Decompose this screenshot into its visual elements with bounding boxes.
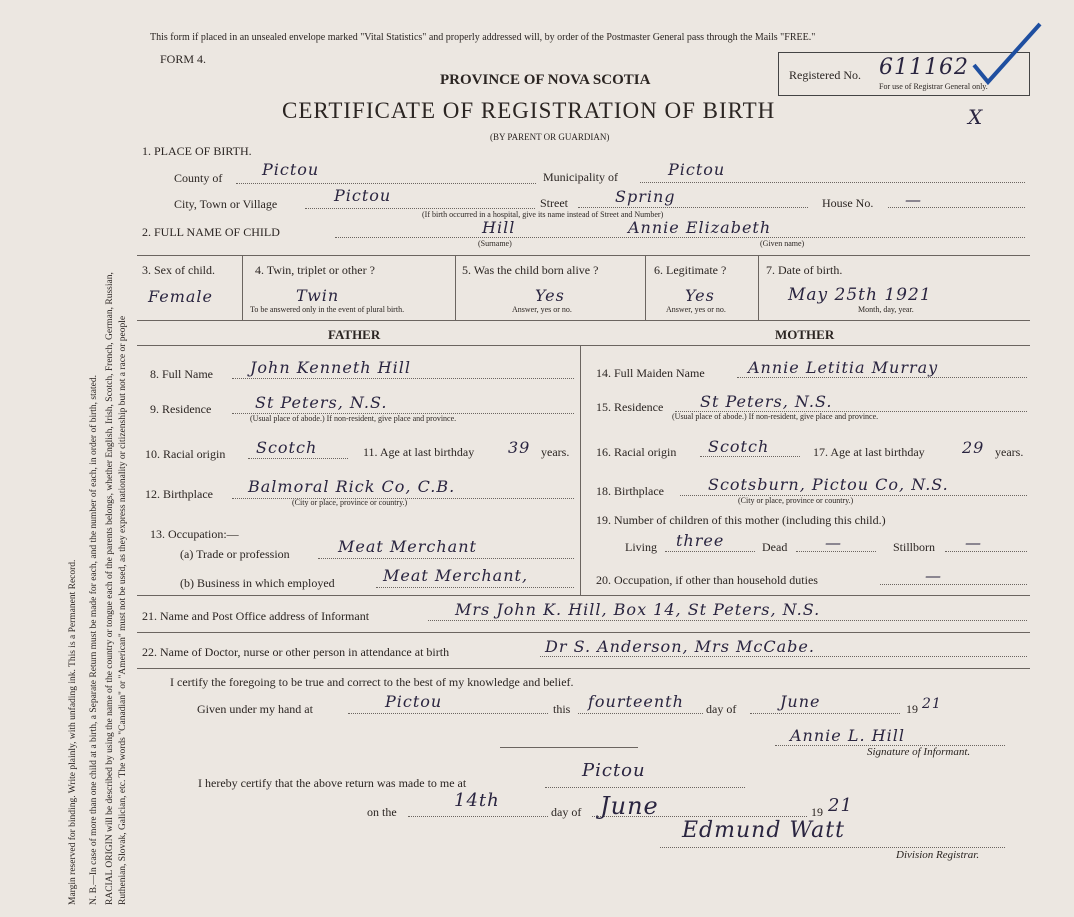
margin-note-2: N. B.—In case of more than one child at a birth, a Separate Return must be made for each, and the number of each, in order of birth, stated.	[89, 375, 99, 905]
stillborn-label: Stillborn	[893, 540, 936, 554]
registrar-line: I hereby certify that the above return was made to me at	[198, 776, 467, 790]
legit-value: Yes	[685, 286, 715, 305]
day-value: fourteenth	[588, 692, 684, 711]
street-label: Street	[540, 196, 568, 210]
twin-label: 4. Twin, triplet or other ?	[255, 263, 375, 277]
hospital-note: (If birth occurred in a hospital, give its name instead of Street and Number)	[422, 210, 664, 219]
alive-label: 5. Was the child born alive ?	[462, 263, 599, 277]
dob-note: Month, day, year.	[858, 305, 914, 314]
sex-value: Female	[148, 287, 213, 306]
mother-age-label: 17. Age at last birthday	[813, 445, 925, 459]
house-value: —	[905, 190, 922, 209]
certify-month: June	[780, 692, 821, 711]
margin-note-1: Margin reserved for binding. Write plainly, with unfading ink. This is a Permanent Record.	[68, 559, 78, 905]
father-age: 39	[508, 438, 531, 457]
mother-years: years.	[995, 445, 1024, 459]
municipality-value: Pictou	[668, 160, 726, 179]
mother-birthplace: Scotsburn, Pictou Co, N.S.	[708, 475, 949, 494]
father-trade-label: (a) Trade or profession	[180, 547, 290, 561]
registrar-signature: Edmund Watt	[682, 818, 845, 843]
father-residence-note: (Usual place of abode.) If non-resident, give place and province.	[250, 414, 457, 423]
city-value: Pictou	[334, 186, 392, 205]
mother-name: Annie Letitia Murray	[748, 358, 939, 377]
surname-label: (Surname)	[478, 239, 512, 248]
mother-age: 29	[962, 438, 985, 457]
registered-number: 611162	[879, 55, 969, 80]
father-occupation-label: 13. Occupation:—	[150, 527, 239, 541]
street-value: Spring	[615, 187, 676, 206]
full-name-label: 2. FULL NAME OF CHILD	[142, 225, 280, 239]
day-of-label-2: day of	[551, 805, 582, 819]
mother-children-label: 19. Number of children of this mother (including this child.)	[596, 513, 886, 527]
twin-value: Twin	[296, 286, 340, 305]
alive-note: Answer, yes or no.	[512, 305, 572, 314]
registered-note: For use of Registrar General only.	[879, 82, 988, 91]
top-notice: This form if placed in an unsealed envelope marked "Vital Statistics" and properly addressed will, by order of the Postmaster General pass through the Mails "FREE."	[150, 32, 816, 43]
father-residence: St Peters, N.S.	[255, 393, 388, 412]
year-suffix: 21	[922, 696, 942, 712]
mother-birthplace-label: 18. Birthplace	[596, 484, 664, 498]
informant-value: Mrs John K. Hill, Box 14, St Peters, N.S.	[455, 600, 821, 619]
given-place: Pictou	[385, 692, 443, 711]
county-value: Pictou	[262, 160, 320, 179]
subtitle: (BY PARENT OR GUARDIAN)	[490, 132, 610, 142]
dead-label: Dead	[762, 540, 788, 554]
year-prefix: 19	[906, 702, 918, 716]
doctor-value: Dr S. Anderson, Mrs McCabe.	[545, 637, 815, 656]
father-birthplace: Balmoral Rick Co, C.B.	[248, 477, 456, 496]
reg-year-suffix: 21	[828, 795, 853, 816]
informant-signature: Annie L. Hill	[790, 726, 905, 745]
page-title: CERTIFICATE OF REGISTRATION OF BIRTH	[282, 98, 776, 123]
mother-occupation: —	[925, 566, 942, 585]
father-trade: Meat Merchant	[338, 537, 477, 556]
registered-label: Registered No.	[789, 68, 861, 82]
living-value: three	[676, 531, 725, 550]
margin-note-4: Ruthenian, Slovak, Galician, etc. The words "Canadian" or "American" must not be used, as they express nationality or citizenship but not a race or people	[118, 315, 128, 905]
father-business-label: (b) Business in which employed	[180, 576, 335, 590]
dob-label: 7. Date of birth.	[766, 263, 843, 277]
mother-occupation-label: 20. Occupation, if other than household duties	[596, 573, 818, 587]
doctor-label: 22. Name of Doctor, nurse or other person in attendance at birth	[142, 645, 450, 659]
mother-birthplace-note: (City or place, province or country.)	[738, 496, 854, 505]
registrar-month: June	[600, 792, 659, 820]
father-residence-label: 9. Residence	[150, 402, 212, 416]
county-label: County of	[174, 171, 223, 185]
day-of-label: day of	[706, 702, 737, 716]
municipality-label: Municipality of	[543, 170, 618, 184]
stillborn-value: —	[965, 533, 982, 552]
given-label: Given under my hand at	[197, 702, 313, 716]
dob-value: May 25th 1921	[788, 285, 932, 305]
father-age-label: 11. Age at last birthday	[363, 445, 475, 459]
alive-value: Yes	[535, 286, 565, 305]
check-mark-icon	[970, 20, 1045, 90]
father-racial-label: 10. Racial origin	[145, 447, 226, 461]
city-label: City, Town or Village	[174, 197, 278, 211]
on-the-label: on the	[367, 805, 397, 819]
father-name: John Kenneth Hill	[250, 358, 411, 377]
mother-name-label: 14. Full Maiden Name	[596, 366, 705, 380]
mark-x: X	[968, 105, 984, 129]
form-number: FORM 4.	[160, 52, 207, 66]
father-birthplace-note: (City or place, province or country.)	[292, 498, 408, 507]
province-title: PROVINCE OF NOVA SCOTIA	[440, 72, 651, 88]
legit-label: 6. Legitimate ?	[654, 263, 727, 277]
twin-note: To be answered only in the event of plural birth.	[250, 305, 405, 314]
legit-note: Answer, yes or no.	[666, 305, 726, 314]
informant-label: 21. Name and Post Office address of Informant	[142, 609, 370, 623]
surname-value: Hill	[482, 218, 516, 237]
mother-header: MOTHER	[775, 327, 835, 342]
registrar-signature-label: Division Registrar.	[896, 849, 980, 861]
registrar-day: 14th	[454, 790, 500, 811]
house-label: House No.	[822, 196, 874, 210]
dead-value: —	[825, 533, 842, 552]
given-name-value: Annie Elizabeth	[628, 218, 772, 237]
father-header: FATHER	[328, 327, 381, 342]
reg-year-prefix: 19	[811, 805, 823, 819]
this-label: this	[553, 702, 571, 716]
father-name-label: 8. Full Name	[150, 367, 213, 381]
place-of-birth-label: 1. PLACE OF BIRTH.	[142, 144, 252, 158]
father-years: years.	[541, 445, 570, 459]
sex-label: 3. Sex of child.	[142, 263, 215, 277]
mother-residence: St Peters, N.S.	[700, 392, 833, 411]
certify-line: I certify the foregoing to be true and correct to the best of my knowledge and belief.	[170, 675, 574, 689]
father-birthplace-label: 12. Birthplace	[145, 487, 213, 501]
father-racial: Scotch	[256, 438, 318, 457]
mother-residence-label: 15. Residence	[596, 400, 664, 414]
informant-signature-label: Signature of Informant.	[867, 746, 971, 758]
mother-racial: Scotch	[708, 437, 770, 456]
registrar-place: Pictou	[582, 760, 646, 781]
living-label: Living	[625, 540, 657, 554]
mother-racial-label: 16. Racial origin	[596, 445, 677, 459]
margin-note-3: RACIAL ORIGIN will be described by using the name of the country or tongue each of the parents belongs, whether English, Irish, Scotch, French, German, Russian,	[105, 272, 115, 905]
mother-residence-note: (Usual place of abode.) If non-resident, give place and province.	[672, 412, 879, 421]
given-name-label: (Given name)	[760, 239, 805, 248]
father-business: Meat Merchant,	[383, 566, 529, 585]
